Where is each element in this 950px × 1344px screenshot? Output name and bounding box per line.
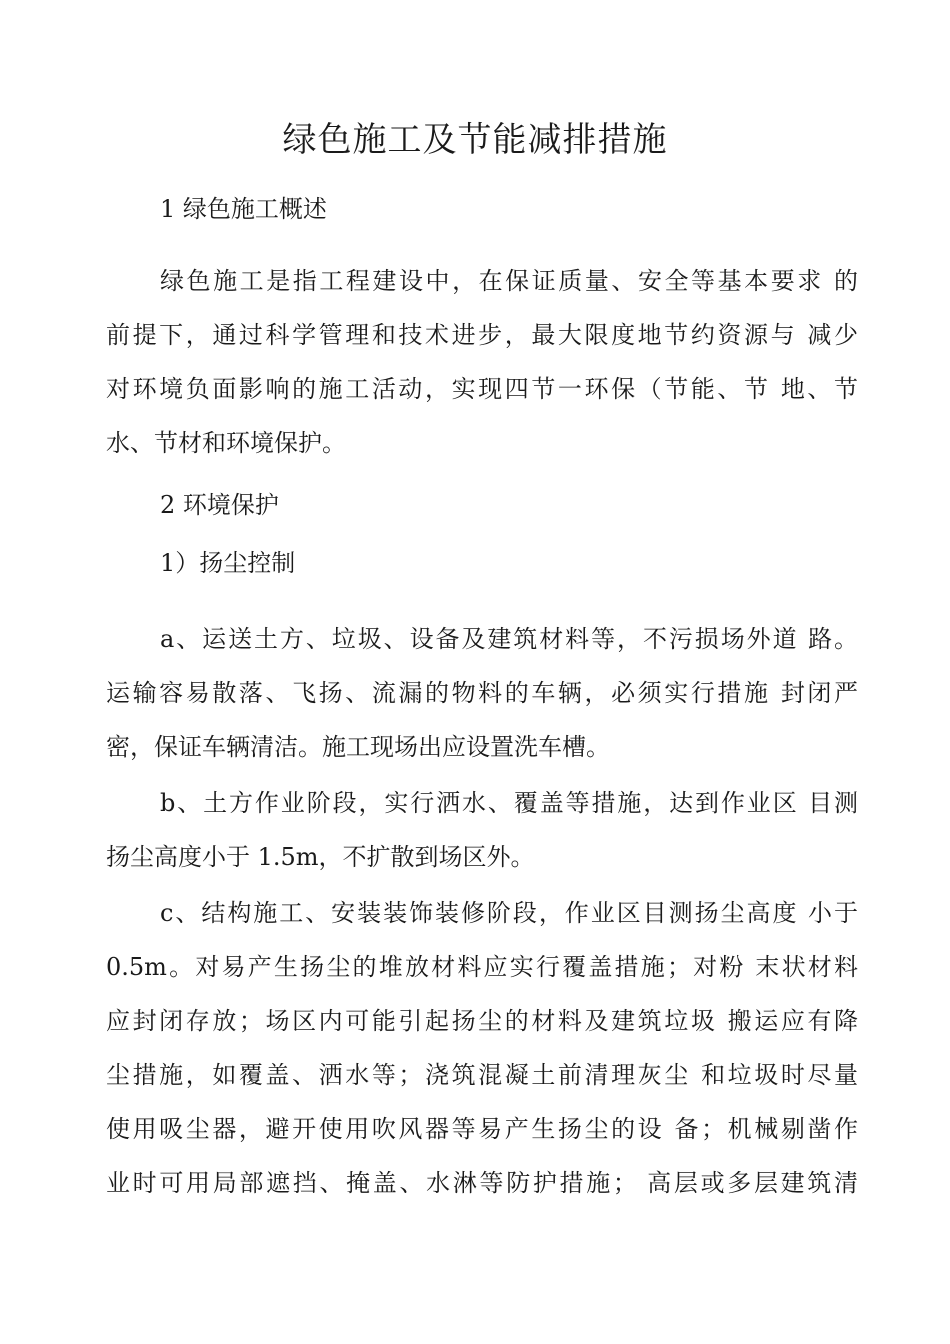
paragraph-line: 对环境负面影响的施工活动，实现四节一环保（节能、节 地、节: [106, 375, 858, 403]
paragraph-item-a: [106, 624, 858, 762]
paragraph-line: 业时可用局部遮挡、掩盖、水淋等防护措施； 高层或多层建筑清: [106, 1169, 858, 1197]
paragraph-line: b、土方作业阶段，实行洒水、覆盖等措施，达到作业区 目测: [160, 789, 858, 817]
paragraph-line: 使用吸尘器，避开使用吹风器等易产生扬尘的设 备；机械剔凿作: [106, 1115, 858, 1143]
paragraph-line: 0.5m。对易产生扬尘的堆放材料应实行覆盖措施；对粉 末状材料: [106, 953, 858, 981]
paragraph-line: 应封闭存放；场区内可能引起扬尘的材料及建筑垃圾 搬运应有降: [106, 1007, 858, 1035]
paragraph-line: 绿色施工是指工程建设中，在保证质量、安全等基本要求 的: [160, 267, 858, 295]
paragraph-line: 前提下，通过科学管理和技术进步，最大限度地节约资源与 减少: [106, 321, 858, 349]
section-heading-environment: 2 环境保护: [160, 491, 279, 519]
paragraph-line: a、运送土方、垃圾、设备及建筑材料等，不污损场外道 路。: [160, 625, 858, 653]
paragraph-line: c、结构施工、安装装饰装修阶段，作业区目测扬尘高度 小于: [160, 899, 858, 927]
paragraph-overview: [106, 266, 858, 458]
paragraph-line: 尘措施，如覆盖、洒水等；浇筑混凝土前清理灰尘 和垃圾时尽量: [106, 1061, 858, 1089]
document-title: 绿色施工及节能减排措施: [282, 120, 668, 160]
paragraph-line: 水、节材和环境保护。: [106, 429, 346, 457]
section-heading-overview: 1 绿色施工概述: [160, 195, 327, 223]
paragraph-line: 扬尘高度小于 1.5m，不扩散到场区外。: [106, 843, 535, 871]
subsection-heading-dust: 1）扬尘控制: [160, 549, 296, 577]
paragraph-line: 运输容易散落、飞扬、流漏的物料的车辆，必须实行措施 封闭严: [106, 679, 858, 707]
paragraph-line: 密，保证车辆清洁。施工现场出应设置洗车槽。: [106, 733, 610, 761]
paragraph-item-c: [106, 898, 858, 1198]
paragraph-item-b: [106, 788, 858, 872]
